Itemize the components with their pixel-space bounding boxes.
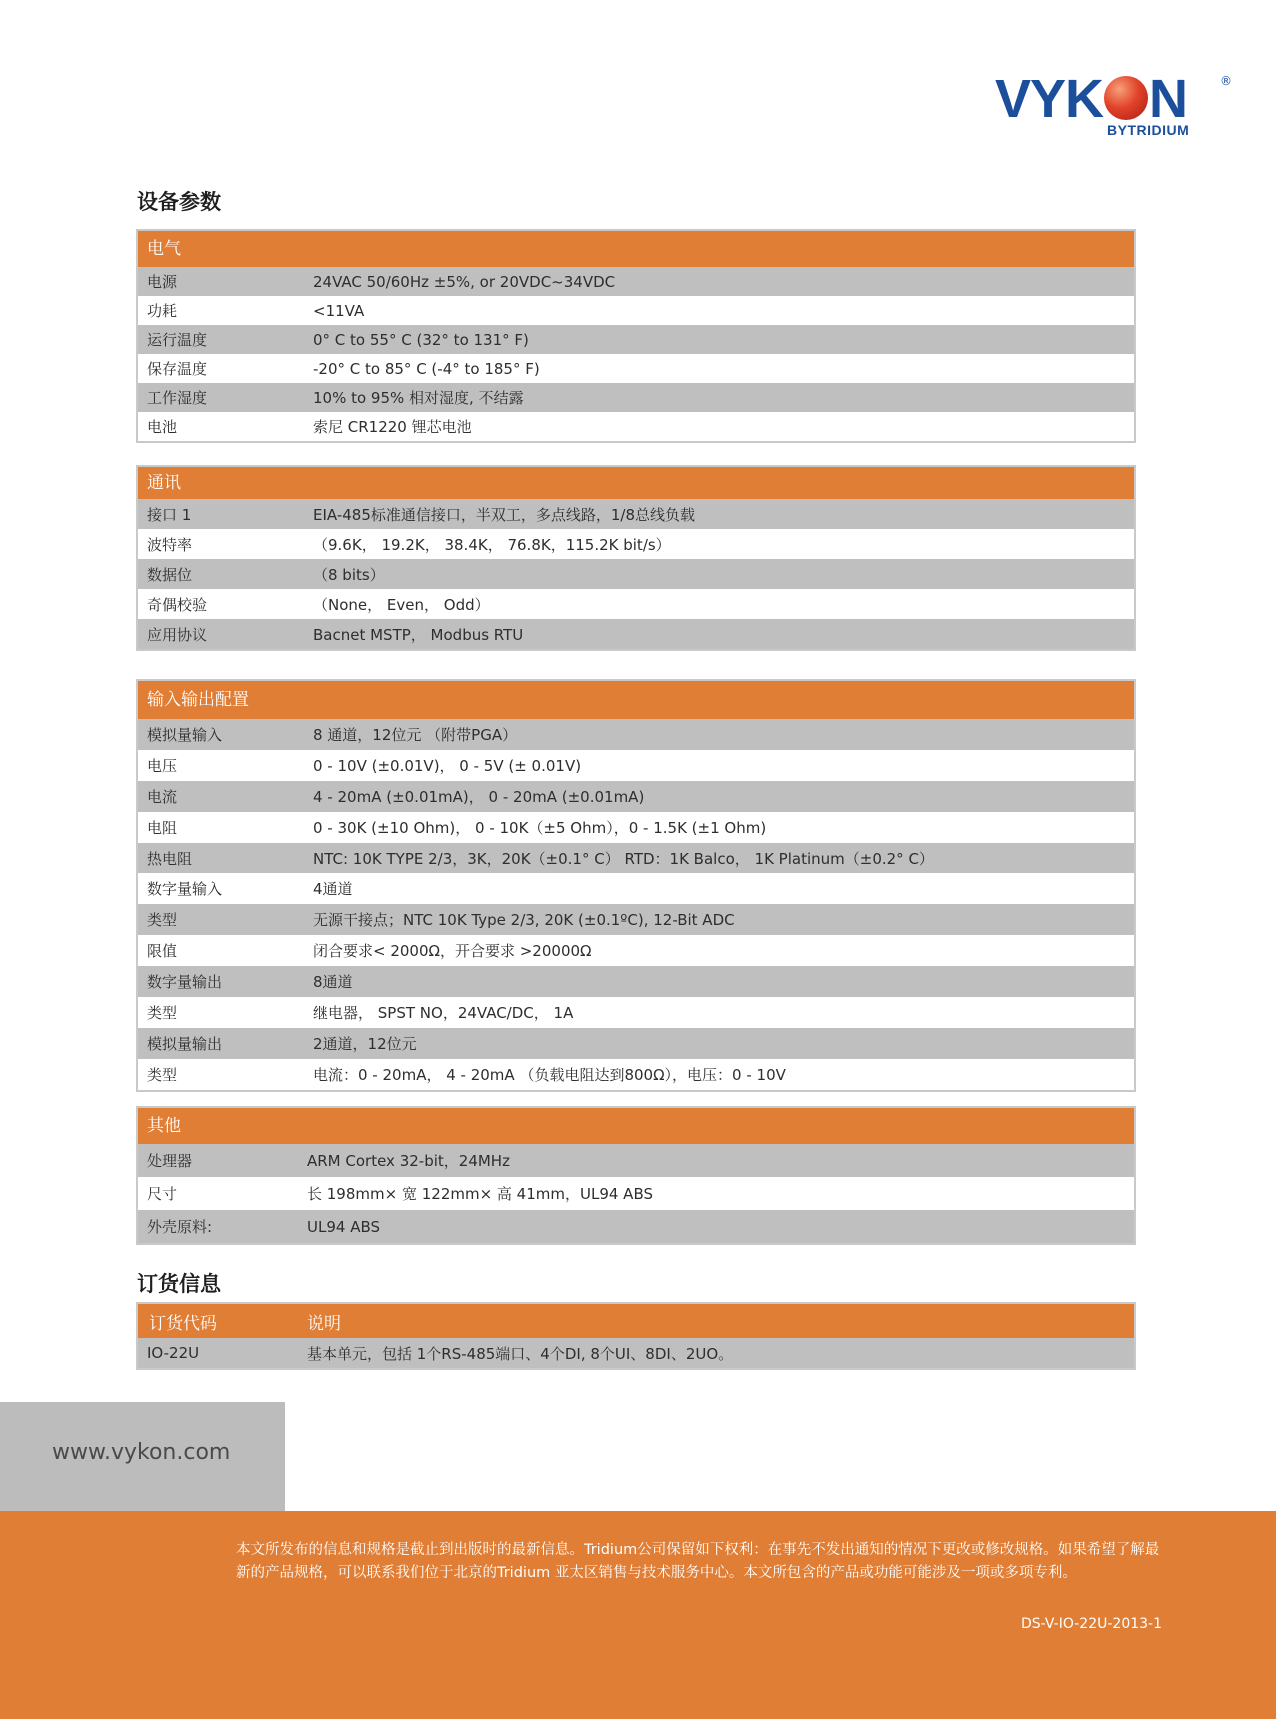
footer-disclaimer: 本文所发布的信息和规格是截止到出版时的最新信息。Tridium公司保留如下权利：在事先不发出通知的情况下更改或修改规格。如果希望了解最新的产品规格，可以联系我们位于北京的Tridium 亚太区销售与技术服务中心。本文所包含的产品或功能可能涉及一项或多项专利。 [236, 1542, 1160, 1581]
logo-wordmark [995, 69, 1188, 129]
row-label: 类型 [147, 1003, 178, 1022]
row-value: 电流：0 - 20mA， 4 - 20mA （负载电阻达到800Ω），电压：0 - 10V [313, 1065, 786, 1084]
table-row [138, 750, 1134, 781]
row-label: 数据位 [147, 565, 193, 584]
table-row [138, 619, 1134, 649]
row-label: 电源 [147, 273, 178, 291]
row-label: 功耗 [147, 302, 178, 320]
table-row [138, 904, 1134, 935]
table-row [138, 325, 1134, 354]
communication-header: 通讯 [138, 467, 1134, 499]
row-value: 0° C to 55° C (32° to 131° F) [313, 330, 529, 349]
row-label: 类型 [147, 1065, 178, 1084]
table-row [138, 966, 1134, 997]
row-value: 无源干接点；NTC 10K Type 2/3, 20K (±0.1ºC), 12-Bit ADC [313, 911, 735, 930]
row-value: NTC: 10K TYPE 2/3，3K，20K（±0.1° C） RTD：1K Balco， 1K Platinum（±0.2° C） [313, 849, 934, 868]
specs-title: 设备参数 [137, 190, 221, 214]
row-label: 处理器 [147, 1152, 193, 1170]
row-value: Bacnet MSTP， Modbus RTU [313, 625, 524, 644]
col-header-code: 订货代码 [149, 1313, 217, 1334]
table-row [138, 1338, 1134, 1368]
row-value: 4 - 20mA (±0.01mA)， 0 - 20mA (±0.01mA) [313, 787, 645, 806]
row-value: ARM Cortex 32-bit，24MHz [307, 1152, 510, 1170]
table-row [138, 383, 1134, 412]
logo-tagline: BYTRIDIUM [1107, 122, 1190, 138]
document-code: DS-V-IO-22U-2013-1 [1021, 1616, 1162, 1632]
table-row [138, 843, 1134, 874]
row-value: 4通道 [313, 880, 353, 899]
io-config-table [136, 679, 1136, 1092]
website-block [0, 1402, 285, 1511]
footer [0, 1511, 1276, 1719]
registered-mark: ® [1220, 74, 1232, 88]
row-label: 电阻 [147, 818, 178, 837]
row-value: EIA-485标准通信接口，半双工，多点线路，1/8总线负载 [313, 505, 696, 524]
logo-ball-icon [1104, 76, 1148, 120]
table-row [138, 529, 1134, 559]
row-label: 电池 [147, 418, 178, 436]
row-value: 2通道，12位元 [313, 1034, 417, 1053]
other-header: 其他 [138, 1108, 1134, 1144]
row-label: 限值 [147, 942, 178, 961]
table-row [138, 873, 1134, 904]
table-row [138, 997, 1134, 1028]
row-label: 保存温度 [147, 360, 208, 378]
row-value: 长 198mm× 宽 122mm× 高 41mm，UL94 ABS [307, 1185, 653, 1203]
website-link[interactable]: www.vykon.com [52, 1440, 231, 1465]
row-value: 0 - 10V (±0.01V)， 0 - 5V (± 0.01V) [313, 756, 582, 775]
row-label: 波特率 [147, 535, 193, 554]
other-table [136, 1106, 1136, 1245]
table-row [138, 781, 1134, 812]
order-title: 订货信息 [137, 1272, 221, 1296]
table-row [138, 1028, 1134, 1059]
row-value: 基本单元，包括 1个RS-485端口、4个DI, 8个UI、8DI、2UO。 [307, 1344, 734, 1363]
row-value: （9.6K， 19.2K， 38.4K， 76.8K，115.2K bit/s） [313, 535, 671, 554]
row-label: 工作湿度 [147, 389, 208, 407]
table-row [138, 354, 1134, 383]
row-value: （None， Even， Odd） [313, 595, 490, 614]
row-label: 数字量输出 [147, 973, 223, 992]
table-row [138, 935, 1134, 966]
row-label: 类型 [147, 911, 178, 930]
row-label: 尺寸 [147, 1185, 178, 1203]
row-value: -20° C to 85° C (-4° to 185° F) [313, 359, 540, 378]
electrical-table [136, 229, 1136, 443]
table-row [138, 589, 1134, 619]
row-value: 0 - 30K (±10 Ohm)， 0 - 10K（±5 Ohm），0 - 1.5K (±1 Ohm) [313, 818, 767, 837]
table-row [138, 296, 1134, 325]
row-label: IO-22U [147, 1344, 200, 1362]
table-row [138, 412, 1134, 441]
table-row [138, 559, 1134, 589]
row-label: 模拟量输入 [147, 725, 223, 744]
row-label: 热电阻 [147, 849, 193, 868]
row-label: 应用协议 [147, 625, 208, 644]
io-config-header: 输入输出配置 [138, 681, 1134, 719]
row-value: 索尼 CR1220 锂芯电池 [313, 418, 472, 436]
row-value: 10% to 95% 相对湿度, 不结露 [313, 389, 524, 407]
table-row [138, 267, 1134, 296]
table-row [138, 1059, 1134, 1090]
logo-word-right: N [1149, 69, 1188, 129]
row-label: 奇偶校验 [147, 595, 208, 614]
vykon-logo [995, 69, 1235, 142]
row-label: 电压 [147, 756, 178, 775]
row-value: <11VA [313, 301, 365, 320]
row-label: 接口 1 [147, 505, 192, 524]
row-value: UL94 ABS [307, 1217, 381, 1236]
communication-table [136, 465, 1136, 651]
row-value: 继电器， SPST NO，24VAC/DC， 1A [313, 1003, 574, 1022]
order-table [136, 1302, 1136, 1370]
logo-word-left: VYK [995, 69, 1104, 129]
table-row [138, 719, 1134, 750]
row-value: 24VAC 50/60Hz ±5%, or 20VDC~34VDC [313, 272, 616, 291]
table-row [138, 499, 1134, 529]
row-label: 外壳原料: [147, 1218, 213, 1236]
table-row [138, 1177, 1134, 1210]
row-value: 闭合要求< 2000Ω，开合要求 >20000Ω [313, 942, 592, 961]
row-label: 模拟量输出 [147, 1034, 223, 1053]
order-header [138, 1304, 1134, 1338]
table-row [138, 1210, 1134, 1243]
table-row [138, 1144, 1134, 1177]
table-row [138, 812, 1134, 843]
row-label: 运行温度 [147, 331, 208, 349]
row-label: 数字量输入 [147, 880, 223, 899]
row-label: 电流 [147, 787, 178, 806]
row-value: （8 bits） [313, 565, 385, 584]
row-value: 8 通道，12位元 （附带PGA） [313, 725, 518, 744]
row-value: 8通道 [313, 973, 353, 992]
col-header-desc: 说明 [307, 1313, 341, 1334]
electrical-header: 电气 [138, 231, 1134, 267]
